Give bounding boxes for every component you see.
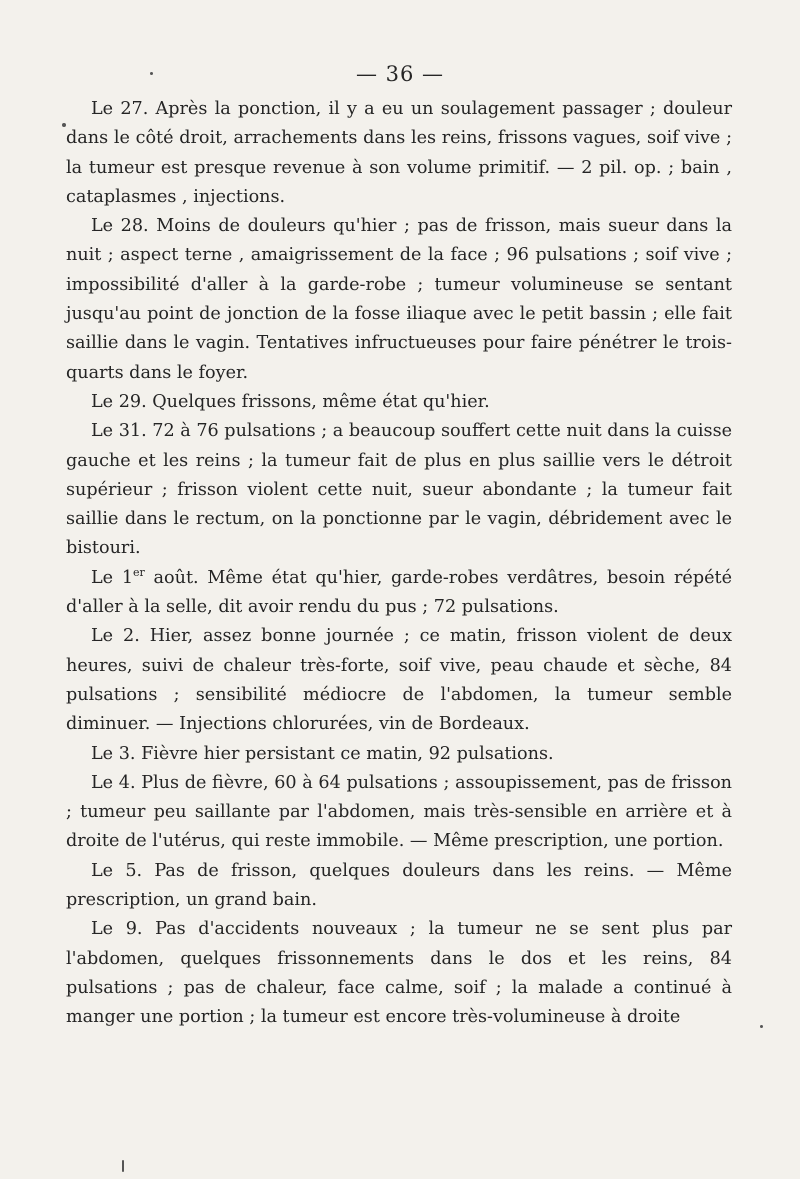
paragraph-2: Le 2. Hier, assez bonne journée ; ce matin, frisson violent de deux heures, suivi de chaleur très-forte, soif vive, peau chaude et sèche, 84 pulsations ; sensibilité médiocre de l'abdomen, la tumeur semble diminuer. — Injections chlorurées, vin de Bordeaux. — [66, 626, 732, 735]
ordinal-superscript: er — [133, 565, 145, 579]
body-text — [66, 95, 732, 1033]
paragraph-1-aout-start: Le 1 — [91, 567, 134, 588]
paragraph-1-aout — [66, 564, 732, 623]
paragraph-29: Le 29. Quelques frissons, même état qu'hier. — [91, 391, 490, 412]
paragraph-9: Le 9. Pas d'accidents nouveaux ; la tumeur ne se sent plus par l'abdomen, quelques frissonnements dans le dos et les reins, 84 pulsations ; pas de chaleur, face calme, soif ; la malade a continué à manger une portion ; la tumeur est encore très-volumineuse à droite — [66, 919, 732, 1028]
print-speck — [62, 123, 66, 127]
print-speck — [122, 1160, 124, 1172]
paragraph-27: Le 27. Après la ponction, il y a eu un soulagement passager ; douleur dans le côté droit, arrachements dans les reins, frissons vagues, soif vive ; la tumeur est presque revenue à son volume primitif. — 2 pil. op. ; bain , cataplasmes , injections. — [66, 99, 732, 207]
paragraph-28: Le 28. Moins de douleurs qu'hier ; pas de frisson, mais sueur dans la nuit ; aspect terne , amaigrissement de la face ; 96 pulsations ; soif vive ; impossibilité d'aller à la garde-robe ; tumeur volumineuse se sentant jusqu'au point de jonction de la fosse iliaque avec le petit bassin ; elle fait saillie dans le vagin. Tentatives infructueuses pour faire pénétrer le trois-quarts dans le foyer. — [66, 216, 732, 383]
print-speck — [760, 1025, 763, 1028]
paragraph-5: Le 5. Pas de frisson, quelques douleurs dans les reins. — Même prescription, un grand bain. — [66, 860, 732, 911]
page-number: — 36 — — [355, 62, 445, 86]
paragraph-1-aout-rest: août. Même état qu'hier, garde-robes verdâtres, besoin répété d'aller à la selle, dit avoir rendu du pus ; 72 pulsations. — [66, 567, 732, 618]
paragraph-31: Le 31. 72 à 76 pulsations ; a beaucoup souffert cette nuit dans la cuisse gauche et les reins ; la tumeur fait de plus en plus saillie vers le détroit supérieur ; frisson violent cette nuit, sueur abondante ; la tumeur fait saillie dans le rectum, on la ponctionne par le vagin, débridement avec le bistouri. — [66, 421, 733, 559]
print-speck — [150, 72, 153, 75]
paragraph-3: Le 3. Fièvre hier persistant ce matin, 92 pulsations. — [91, 743, 554, 764]
paragraph-4: Le 4. Plus de fièvre, 60 à 64 pulsations ; assoupissement, pas de frisson ; tumeur peu saillante par l'abdomen, mais très-sensible en arrière et à droite de l'utérus, qui reste immobile. — Même prescription, une portion. — [66, 772, 732, 852]
